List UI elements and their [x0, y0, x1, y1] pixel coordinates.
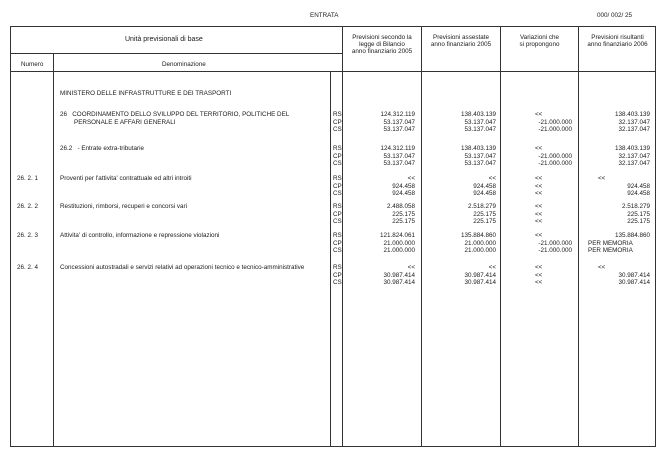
cell-legge-bilancio: 124.312.119 — [380, 145, 415, 152]
row-denominazione: Restituzioni, rimborsi, recuperi e concorsi vari — [60, 203, 188, 210]
cell-risultanti: 30.987.414 — [618, 279, 650, 287]
cell-legge-bilancio: 124.312.119 — [380, 111, 415, 118]
cell-assestate: 53.137.047 — [464, 126, 496, 134]
row-denominazione: Attivita' di controllo, informazione e repressione violazioni — [60, 232, 220, 239]
row-denominazione: Concessioni autostradali e servizi relativi ad operazioni tecnico e tecnico-amministrative — [60, 264, 305, 271]
cell-legge-bilancio: 21.000.000 — [383, 247, 415, 255]
cell-risultanti: 32.137.047 — [618, 152, 650, 160]
cell-risultanti: PER MEMORIA — [588, 239, 633, 247]
cell-risultanti: << — [598, 264, 606, 271]
row-code: CS — [333, 190, 342, 198]
cell-risultanti: 225.175 — [627, 218, 650, 226]
cell-assestate: << — [488, 175, 496, 182]
cell-legge-bilancio: 30.987.414 — [383, 271, 415, 279]
row-code: CS — [333, 218, 342, 226]
cell-risultanti: 924.458 — [627, 182, 650, 190]
row-code: CP — [333, 239, 342, 247]
ministero-label: MINISTERO DELLE INFRASTRUTTURE E DEI TRASPORTI — [60, 90, 232, 97]
cell-variazioni: << — [535, 218, 543, 226]
cell-variazioni: << — [535, 111, 543, 118]
col-divider-2 — [421, 26, 422, 447]
cell-legge-bilancio: << — [407, 264, 415, 271]
row-code: RS — [333, 232, 342, 239]
cell-assestate: 53.137.047 — [464, 118, 496, 126]
cell-variazioni: -21.000.000 — [538, 247, 572, 255]
cell-risultanti: PER MEMORIA — [588, 247, 633, 255]
row-code: CS — [333, 279, 342, 287]
cell-risultanti: 2.518.279 — [621, 203, 650, 210]
col-divider-den — [330, 71, 331, 447]
cell-legge-bilancio: 121.824.061 — [379, 232, 415, 239]
cell-variazioni: -21.000.000 — [538, 160, 572, 168]
cell-legge-bilancio: 2.488.058 — [386, 203, 415, 210]
header-divider-upper — [10, 53, 342, 54]
cell-legge-bilancio: 924.458 — [392, 190, 415, 198]
row-denominazione: 26 COORDINAMENTO DELLO SVILUPPO DEL TERRITORIO, POLITICHE DEL — [60, 111, 290, 118]
header-numero: Numero — [21, 61, 44, 68]
cell-assestate: 225.175 — [473, 218, 496, 226]
cell-risultanti: 135.884.860 — [614, 232, 650, 239]
row-code: CP — [333, 152, 342, 160]
cell-risultanti: 32.137.047 — [618, 126, 650, 134]
cell-variazioni: << — [535, 210, 543, 218]
cell-variazioni: << — [535, 264, 543, 271]
cell-risultanti: 924.458 — [627, 190, 650, 198]
cell-assestate: 53.137.047 — [464, 152, 496, 160]
col-divider-1 — [342, 26, 343, 447]
cell-variazioni: -21.000.000 — [538, 118, 572, 126]
cell-assestate: 21.000.000 — [464, 239, 496, 247]
cell-legge-bilancio: 53.137.047 — [383, 152, 415, 160]
row-code: RS — [333, 175, 342, 182]
cell-legge-bilancio: 30.987.414 — [383, 279, 415, 287]
cell-legge-bilancio: << — [407, 175, 415, 182]
cell-legge-bilancio: 53.137.047 — [383, 126, 415, 134]
cell-risultanti: 32.137.047 — [618, 118, 650, 126]
cell-risultanti: 32.137.047 — [618, 160, 650, 168]
row-numero: 26. 2. 2 — [17, 203, 39, 210]
page-reference: 000/ 002/ 25 — [597, 12, 633, 19]
header-col-legge-bilancio: Previsioni secondo la legge di Bilancio anno finanziario 2005 — [351, 34, 413, 55]
row-code: CP — [333, 271, 342, 279]
cell-assestate: 21.000.000 — [464, 247, 496, 255]
cell-variazioni: -21.000.000 — [538, 126, 572, 134]
cell-variazioni: -21.000.000 — [538, 239, 572, 247]
row-code: RS — [333, 111, 342, 118]
header-unita: Unità previsionali di base — [125, 36, 203, 43]
cell-legge-bilancio: 53.137.047 — [383, 160, 415, 168]
cell-assestate: 225.175 — [473, 210, 496, 218]
row-denominazione: 26.2 - Entrate extra-tributarie — [60, 145, 144, 152]
row-numero: 26. 2. 3 — [17, 232, 39, 239]
row-code: CP — [333, 210, 342, 218]
cell-assestate: 924.458 — [473, 182, 496, 190]
col-divider-3 — [500, 26, 501, 447]
cell-assestate: 30.987.414 — [464, 279, 496, 287]
header-col-variazioni: Variazioni che si propongono — [519, 34, 560, 48]
col-divider-numero — [53, 53, 54, 447]
col-divider-4 — [578, 26, 579, 447]
cell-legge-bilancio: 225.175 — [392, 210, 415, 218]
row-code: RS — [333, 203, 342, 210]
cell-assestate: << — [488, 264, 496, 271]
cell-variazioni: << — [535, 279, 543, 287]
row-code: CP — [333, 182, 342, 190]
row-code: RS — [333, 264, 342, 271]
page-title: ENTRATA — [310, 12, 339, 19]
cell-assestate: 53.137.047 — [464, 160, 496, 168]
cell-legge-bilancio: 21.000.000 — [383, 239, 415, 247]
header-col-risultanti: Previsioni risultanti anno finanziario 2006 — [587, 34, 648, 48]
header-divider-lower — [10, 71, 656, 72]
cell-risultanti: 138.403.139 — [614, 145, 650, 152]
cell-legge-bilancio: 53.137.047 — [383, 118, 415, 126]
cell-risultanti: 138.403.139 — [614, 111, 650, 118]
cell-assestate: 138.403.139 — [460, 111, 496, 118]
cell-variazioni: << — [535, 175, 543, 182]
cell-assestate: 924.458 — [473, 190, 496, 198]
header-denominazione: Denominazione — [162, 61, 206, 68]
cell-variazioni: << — [535, 190, 543, 198]
cell-assestate: 2.518.279 — [467, 203, 496, 210]
row-code: CS — [333, 247, 342, 255]
cell-variazioni: << — [535, 232, 543, 239]
row-denominazione: PERSONALE E AFFARI GENERALI — [60, 119, 176, 126]
cell-risultanti: << — [598, 175, 606, 182]
row-numero: 26. 2. 1 — [17, 175, 39, 182]
cell-legge-bilancio: 924.458 — [392, 182, 415, 190]
row-numero: 26. 2. 4 — [17, 264, 39, 271]
cell-variazioni: << — [535, 145, 543, 152]
cell-variazioni: -21.000.000 — [538, 152, 572, 160]
cell-legge-bilancio: 225.175 — [392, 218, 415, 226]
cell-variazioni: << — [535, 203, 543, 210]
cell-risultanti: 30.987.414 — [618, 271, 650, 279]
row-denominazione: Proventi per l'attivita' contrattuale ed altri introiti — [60, 175, 192, 182]
cell-assestate: 135.884.860 — [460, 232, 496, 239]
row-code: CS — [333, 126, 342, 134]
cell-variazioni: << — [535, 271, 543, 279]
cell-risultanti: 225.175 — [627, 210, 650, 218]
row-code: CP — [333, 118, 342, 126]
row-code: CS — [333, 160, 342, 168]
cell-assestate: 30.987.414 — [464, 271, 496, 279]
header-col-assestate: Previsioni assestate anno finanziario 2005 — [430, 34, 492, 48]
row-code: RS — [333, 145, 342, 152]
cell-variazioni: << — [535, 182, 543, 190]
cell-assestate: 138.403.139 — [460, 145, 496, 152]
